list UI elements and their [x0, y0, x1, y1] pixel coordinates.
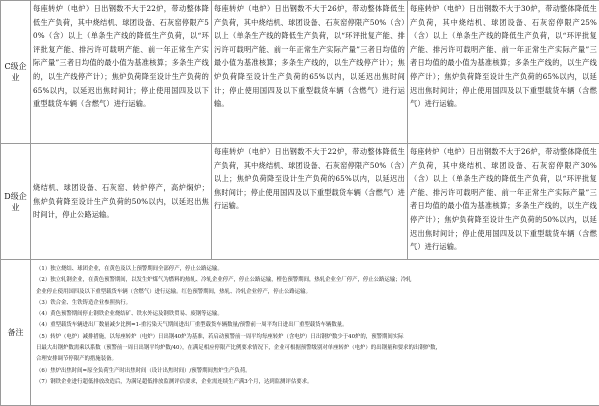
- note-item: （1）独立烧结、球团企业，在黄色及以上预警期间全部停产，停止公路运输。: [36, 264, 595, 275]
- note-item: （6）焦炉出焦时间=原全负荷生产时出焦时间（设计出焦时间）/预警期间焦炉生产负荷。: [36, 366, 595, 377]
- table-row-c-level: [1, 1, 599, 144]
- note-item: （7）钢铁企业进行超低排放改造后，为满足超低排放监测评估要求，企业需连续生产满3个月，达到监测评估要求。: [36, 377, 595, 388]
- note-item: 日最大出钢炉数需乘以系数（预警前一周日出钢平均炉数/40），在满足相应停限产比例要求情况下，企业可根据预警级别对单座转炉（电炉）的出钢量和要求的出钢炉数，: [36, 343, 595, 354]
- note-item: 企业停止使用国四及以下重型载货车辆（含燃气）进行运输。红色预警期间，热轧、冷轧企业停产，停止公路运输。: [36, 287, 595, 298]
- d-level-measure-col2: 每座转炉（电炉）日出钢数不大于22炉，带动整体降低生产负荷，其中烧结机、球团设备、石灰窑停限产50%（含）以上；焦炉负荷降至设计生产负荷的65%以内，以延迟出焦时间计；停止使用国四及以下重型载货车辆（含燃气）进行运输。: [212, 144, 408, 260]
- c-level-measure-col1: 每座转炉（电炉）日出钢数不大于22炉，带动整体降低生产负荷，其中烧结机、球团设备、石灰窑停限产50%（含）以上（单条生产线的降低生产负荷，以“环评批复产能、排污许可载明产能、前一年正常生产实际产量”三者日均值的最小值为基准核算；多条生产线的，以生产线停产计）；焦炉负荷降至设计生产负荷的65%以内，以延迟出焦时间计；停止使用国四及以下重型载货车辆（含燃气）进行运输。: [31, 1, 212, 144]
- notes-cell: [31, 260, 599, 406]
- level-label-d: D级企业: [1, 144, 31, 260]
- d-level-measure-col1: 烧结机、球团设备、石灰窑、转炉停产，高炉焖炉；焦炉负荷降至设计生产负荷的50%以内，以延迟出焦时间计，停止公路运输。: [31, 144, 212, 260]
- note-item: 合理安排调节停限产的措施装备。: [36, 354, 595, 365]
- notes-label: 备注: [1, 260, 31, 406]
- note-item: （2）独立轧钢企业，在黄色预警期间，以发生炉煤气为燃料的热轧、冷轧企业停产，停止公路运输，橙色预警期间，热轧企业全厂停产，停止公路运输；冷轧: [36, 275, 595, 286]
- note-item: （3）铁合金、生铁铸造企业参照执行。: [36, 298, 595, 309]
- note-item: （5）转炉（电炉）减排措施，以每座转炉（电炉）日出钢40炉为基准，若启动预警前一周平均每座转炉（含电炉）日出钢炉数少于40炉的，预警期间实际: [36, 332, 595, 343]
- c-level-measure-col2: 每座转炉（电炉）日出钢数不大于26炉，带动整体降低生产负荷，其中烧结机、球团设备、石灰窑停限产50%（含）以上（单条生产线的降低生产负荷，以“环评批复产能、排污许可载明产能、前一年正常生产实际产量”三者日均值的最小值为基准核算；多条生产线的，以生产线停产计）；焦炉负荷降至设计生产负荷的65%以内，以延迟出焦时间计；停止使用国四及以下重型载货车辆（含燃气）进行运输。: [212, 1, 408, 144]
- note-item: （4）重型载货车辆进出厂数量减少比例=1-重污染天气期间进出厂重型载货车辆数量/预警前一周平均日进出厂重型载货车辆数量。: [36, 320, 595, 331]
- table-row-d-level: [1, 144, 599, 260]
- level-label-c: C级企业: [1, 1, 31, 144]
- table-row-notes: [1, 260, 599, 406]
- c-level-measure-col3: 每座转炉（电炉）日出钢数不大于30炉，带动整体降低生产负荷，其中烧结机、球团设备、石灰窑停限产25%（含）以上（单条生产线的降低生产负荷，以“环评批复产能、排污许可载明产能、前一年正常生产实际产量”三者日均值的最小值为基准核算；多条生产线的，以生产线停产计）；焦炉负荷降至设计生产负荷的65%以内，以延迟出焦时间计；停止使用国四及以下重型载货车辆（含燃气）进行运输。: [408, 1, 599, 144]
- d-level-measure-col3: 每座转炉（电炉）日出钢数不大于26炉，带动整体降低生产负荷，其中烧结机、球团设备、石灰窑停限产30%（含）以上（单条生产线的降低生产负荷，以“环评批复产能、排污许可载明产能、前一年正常生产实际产量”三者日均值的最小值为基准核算；多条生产线的，以生产线停产计）；焦炉负荷降至设计生产负荷的50%以内，以延迟出焦时间计；停止使用国四及以下重型载货车辆（含燃气）进行运输。: [408, 144, 599, 260]
- note-item: （4）黄色预警期间停止钢铁企业烧结矿、铁水外运及钢铁贸易、废钢等运输。: [36, 309, 595, 320]
